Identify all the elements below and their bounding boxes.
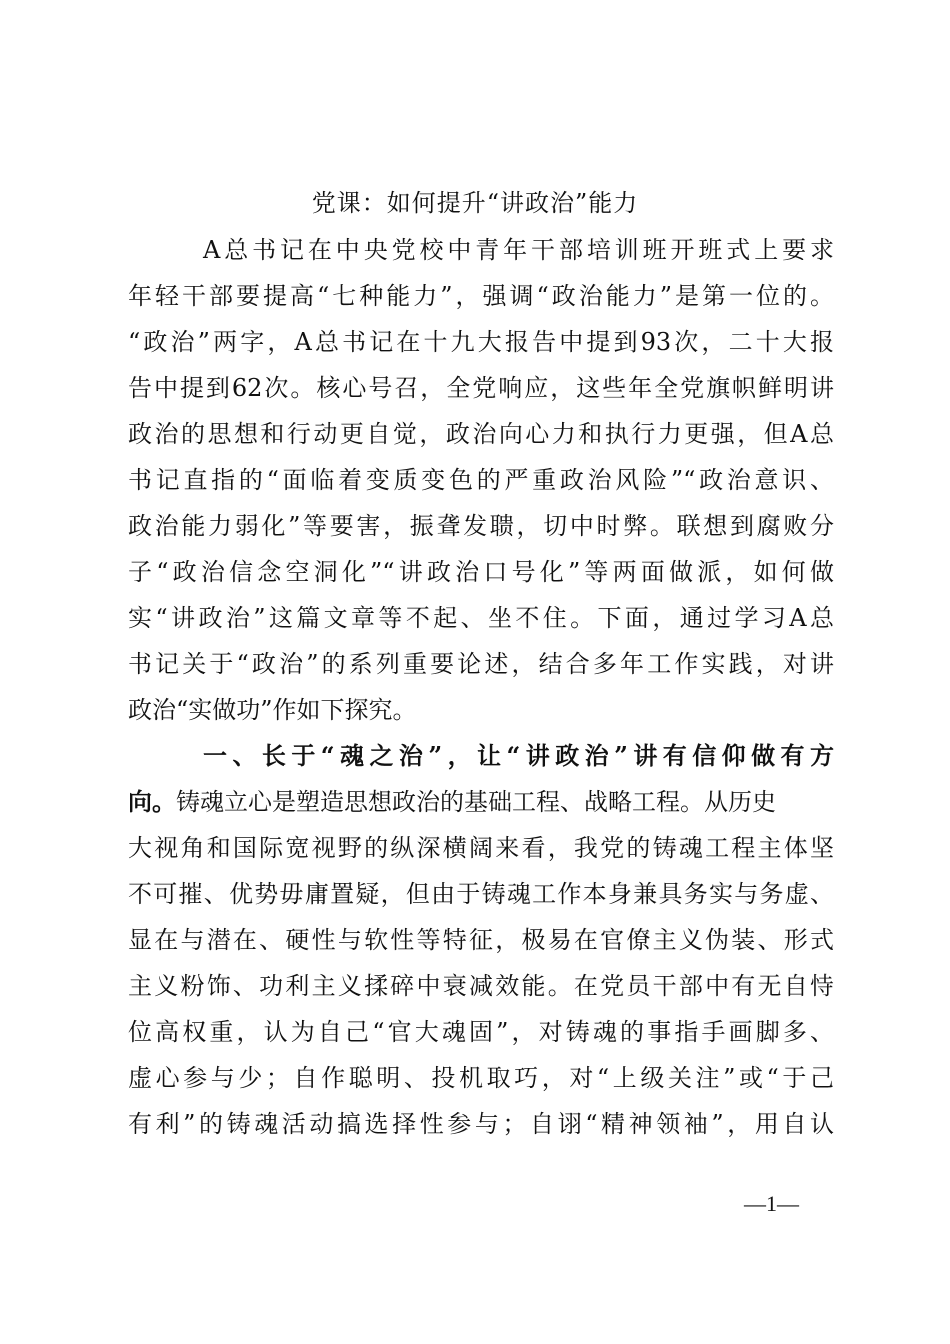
paragraph-line: 主义粉饰、功利主义揉碎中衰减效能。在党员干部中有无自恃	[128, 972, 834, 1000]
paragraph-line: 位高权重，认为自己“官大魂固”，对铸魂的事指手画脚多、	[128, 1018, 834, 1046]
paragraph-line: A总书记在中央党校中青年干部培训班开班式上要求	[203, 236, 834, 264]
paragraph-line: 年轻干部要提高“七种能力”，强调“政治能力”是第一位的。	[128, 282, 834, 310]
paragraph-line: 政治的思想和行动更自觉，政治向心力和执行力更强，但A总	[128, 420, 834, 448]
paragraph-line: 政治能力弱化”等要害，振聋发聩，切中时弊。联想到腐败分	[128, 512, 834, 540]
page-number: —1—	[744, 1191, 799, 1216]
paragraph-line: “政治”两字，A总书记在十九大报告中提到93次，二十大报	[128, 328, 834, 356]
document-title: 党课：如何提升“讲政治”能力	[311, 189, 639, 217]
paragraph-line: 书记关于“政治”的系列重要论述，结合多年工作实践，对讲	[128, 650, 834, 678]
paragraph-line: 书记直指的“面临着变质变色的严重政治风险”“政治意识、	[128, 466, 834, 494]
section-heading: 一、长于“魂之治”，让“讲政治”讲有信仰做有方	[203, 741, 834, 770]
paragraph-line: 政治“实做功”作如下探究。	[128, 696, 417, 724]
paragraph-line: 不可摧、优势毋庸置疑，但由于铸魂工作本身兼具务实与务虚、	[128, 880, 834, 908]
paragraph-line: 子“政治信念空洞化”“讲政治口号化”等两面做派，如何做	[128, 558, 834, 586]
section-body-text: 铸魂立心是塑造思想政治的基础工程、战略工程。从历史	[176, 788, 776, 816]
paragraph-line: 大视角和国际宽视野的纵深横阔来看，我党的铸魂工程主体坚	[128, 834, 834, 862]
paragraph-line: 虚心参与少；自作聪明、投机取巧，对“上级关注”或“于己	[128, 1064, 834, 1092]
section-heading-continuation-line	[128, 782, 776, 822]
paragraph-line: 实“讲政治”这篇文章等不起、坐不住。下面，通过学习A总	[128, 604, 834, 632]
paragraph-line: 告中提到62次。核心号召，全党响应，这些年全党旗帜鲜明讲	[128, 374, 834, 402]
section-heading-continuation: 向。	[128, 787, 176, 816]
paragraph-line: 显在与潜在、硬性与软性等特征，极易在官僚主义伪装、形式	[128, 926, 834, 954]
paragraph-line: 有利”的铸魂活动搞选择性参与；自诩“精神领袖”，用自认	[128, 1110, 834, 1138]
